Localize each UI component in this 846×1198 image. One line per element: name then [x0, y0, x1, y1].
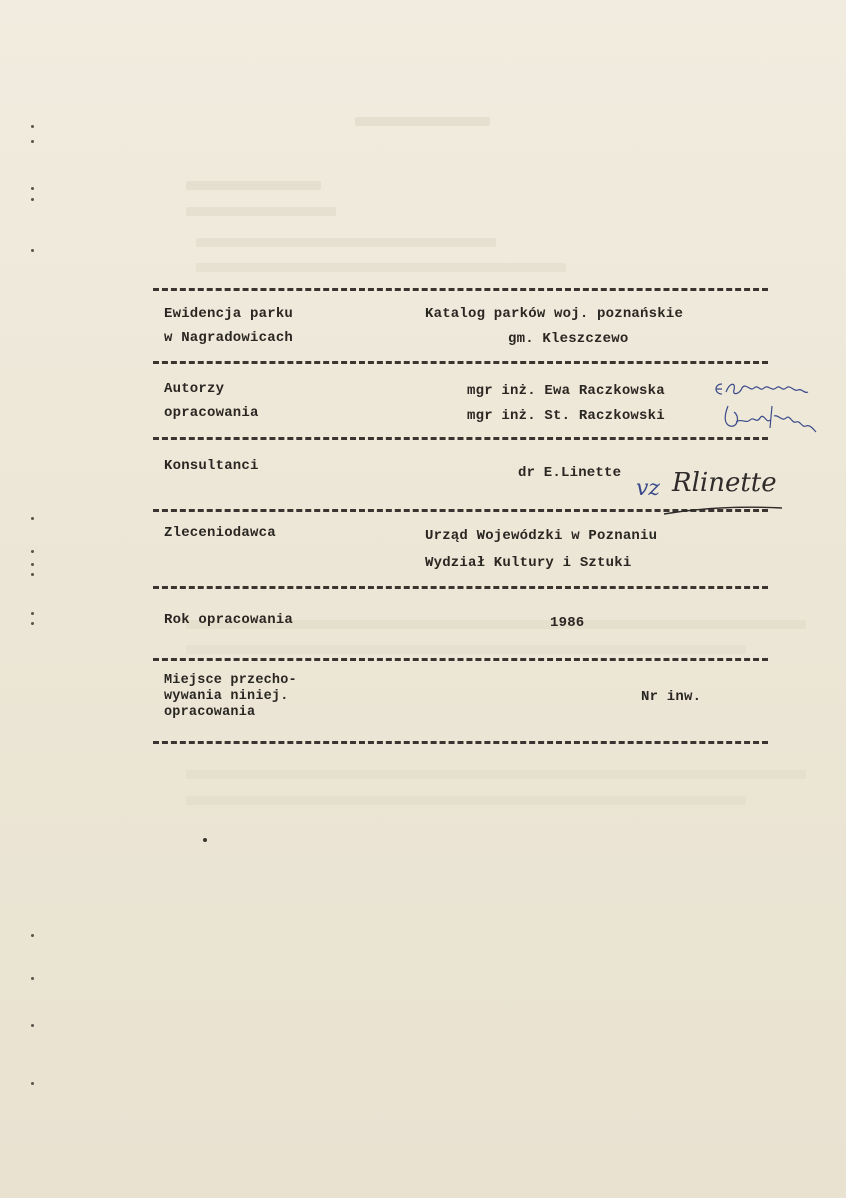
- separator-line: [153, 437, 768, 440]
- label-line: wywania niniej.: [164, 689, 289, 704]
- consultant-signature-underline: [660, 500, 790, 520]
- value-line: mgr inż. St. Raczkowski: [467, 408, 665, 424]
- value-line: Urząd Wojewódzki w Poznaniu: [425, 528, 658, 544]
- separator-line: [153, 741, 768, 744]
- consultant-signature: Rlinette: [672, 468, 777, 498]
- value-line: dr E.Linette: [518, 465, 622, 481]
- label-line: opracowania: [164, 705, 256, 720]
- value-line: gm. Kleszczewo: [508, 331, 629, 347]
- author-signature-1: [712, 378, 822, 404]
- label-line: Konsultanci: [164, 458, 259, 474]
- author-signature-2: [720, 402, 820, 434]
- label-line: Rok opracowania: [164, 612, 294, 628]
- consultant-signature-prefix: vz: [636, 476, 661, 501]
- separator-line: [153, 586, 768, 589]
- label-line: w Nagradowicach: [164, 330, 294, 346]
- value-line: 1986: [550, 615, 585, 631]
- separator-line: [153, 361, 768, 364]
- label-line: Zleceniodawca: [164, 525, 276, 541]
- label-line: opracowania: [164, 405, 259, 421]
- value-line: Wydział Kultury i Sztuki: [425, 555, 632, 571]
- label-line: Autorzy: [164, 381, 225, 397]
- separator-line: [153, 658, 768, 661]
- separator-line: [153, 288, 768, 291]
- value-line: Katalog parków woj. poznańskie: [425, 306, 684, 322]
- value-line: Nr inw.: [641, 689, 702, 705]
- label-line: Ewidencja parku: [164, 306, 294, 322]
- value-line: mgr inż. Ewa Raczkowska: [467, 383, 665, 399]
- label-line: Miejsce przecho-: [164, 673, 297, 688]
